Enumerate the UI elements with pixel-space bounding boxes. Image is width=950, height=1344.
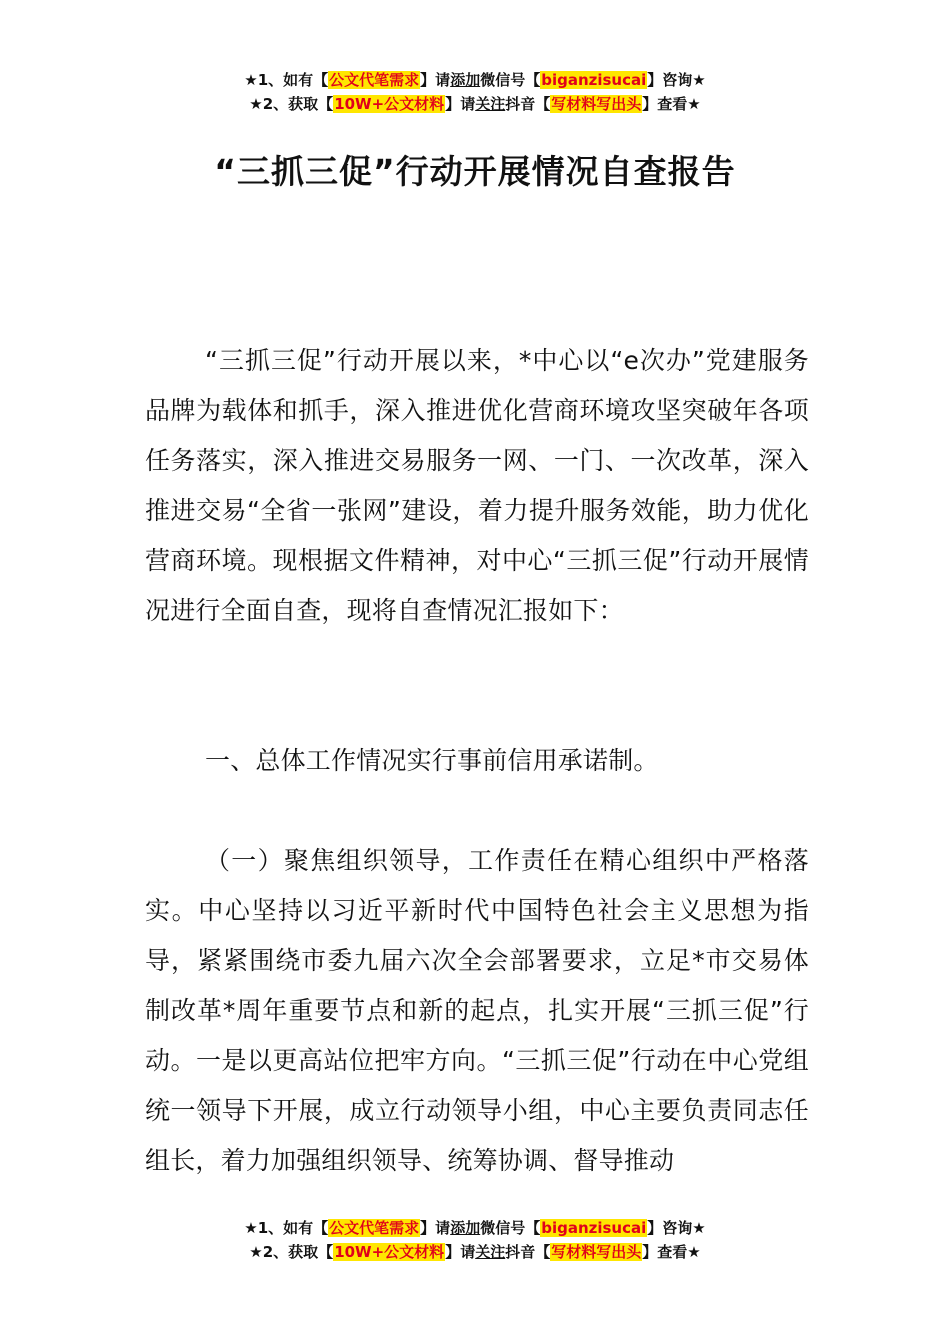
promo-text: 】咨询★ xyxy=(647,1219,706,1237)
promo-emphasis: 关注 xyxy=(475,1243,506,1261)
document-title: “三抓三促”行动开展情况自查报告 xyxy=(214,152,736,191)
section-paragraph: （一）聚焦组织领导，工作责任在精心组织中严格落实。中心坚持以习近平新时代中国特色社会主义思想为指导，紧紧围绕市委九届六次全会部署要求，立足*市交易体制改革*周年重要节点和新的起点，扎实开展“三抓三促”行动。一是以更高站位把牢方向。“三抓三促”行动在中心党组统一领导下开展，成立行动领导小组，中心主要负责同志任组长，着力加强组织领导、统筹协调、督导推动 xyxy=(145,846,809,1175)
wechat-id-highlight: biganzisucai xyxy=(541,1219,647,1237)
promo-text: 】请 xyxy=(445,1243,476,1261)
promo-emphasis: 添加 xyxy=(450,71,481,89)
promo-highlight: 10W+公文材料 xyxy=(334,1243,445,1261)
promo-text: ★1、如有【 xyxy=(244,1219,329,1237)
promo-text: ★2、获取【 xyxy=(249,1243,334,1261)
promo-text: ★1、如有【 xyxy=(244,71,329,89)
douyin-id-highlight: 写材料写出头 xyxy=(551,1243,642,1261)
promo-highlight: 10W+公文材料 xyxy=(334,95,445,113)
promo-banner-top xyxy=(0,68,950,116)
promo-text: 抖音【 xyxy=(505,1243,551,1261)
promo-highlight: 公文代笔需求 xyxy=(329,1219,420,1237)
intro-paragraph: “三抓三促”行动开展以来，*中心以“e次办”党建服务品牌为载体和抓手，深入推进优化营商环境攻坚突破年各项任务落实，深入推进交易服务一网、一门、一次改革，深入推进交易“全省一张网”建设，着力提升服务效能，助力优化营商环境。现根据文件精神，对中心“三抓三促”行动开展情况进行全面自查，现将自查情况汇报如下： xyxy=(145,346,809,625)
promo-line-1 xyxy=(0,68,950,92)
douyin-id-highlight: 写材料写出头 xyxy=(551,95,642,113)
promo-text: 】请 xyxy=(445,95,476,113)
promo-highlight: 公文代笔需求 xyxy=(329,71,420,89)
promo-line-2 xyxy=(0,92,950,116)
promo-text: ★2、获取【 xyxy=(249,95,334,113)
promo-text: 】请 xyxy=(420,71,451,89)
promo-text: 】查看★ xyxy=(642,1243,701,1261)
promo-text: 】咨询★ xyxy=(647,71,706,89)
promo-line-1 xyxy=(0,1216,950,1240)
promo-text: 微信号【 xyxy=(480,71,541,89)
wechat-id-highlight: biganzisucai xyxy=(541,71,647,89)
promo-line-2 xyxy=(0,1240,950,1264)
promo-emphasis: 关注 xyxy=(475,95,506,113)
promo-emphasis: 添加 xyxy=(450,1219,481,1237)
promo-text: 抖音【 xyxy=(505,95,551,113)
section-heading: 一、总体工作情况实行事前信用承诺制。 xyxy=(205,746,659,775)
promo-banner-bottom xyxy=(0,1216,950,1264)
promo-text: 微信号【 xyxy=(480,1219,541,1237)
promo-text: 】查看★ xyxy=(642,95,701,113)
promo-text: 】请 xyxy=(420,1219,451,1237)
